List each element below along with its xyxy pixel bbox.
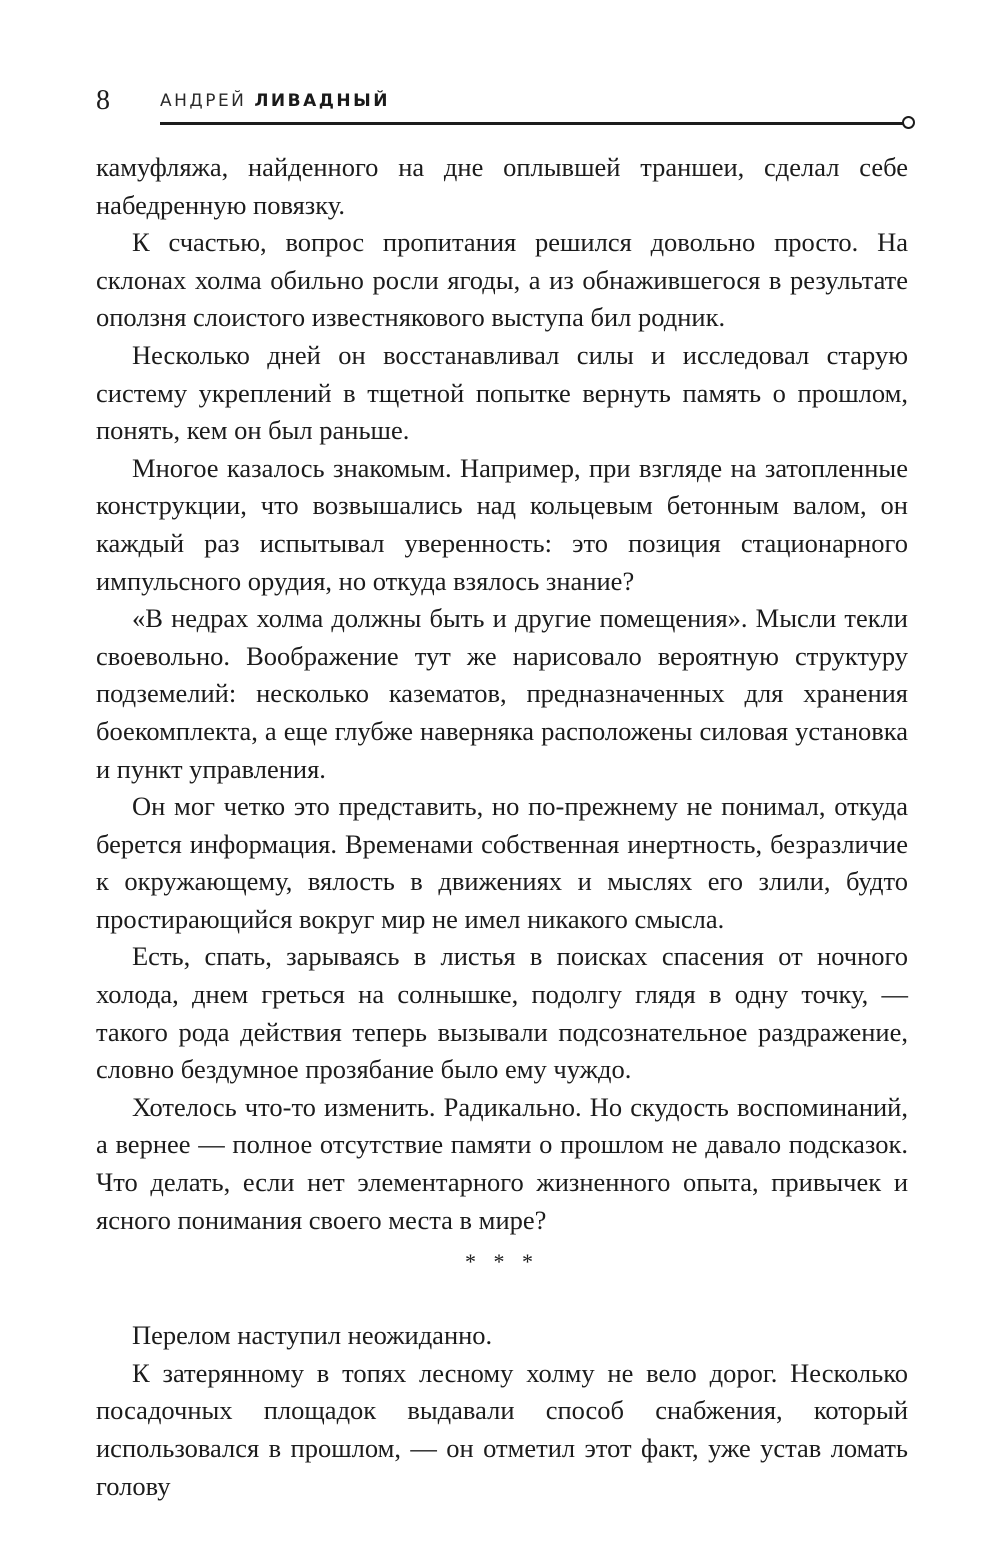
- paragraph: Перелом наступил неожиданно.: [132, 1320, 493, 1351]
- author-name: [160, 90, 390, 112]
- running-header: [96, 84, 916, 134]
- paragraph: Несколько дней он восстанавливал силы и исследовал старую систему укреплений в тщетной попытке вернуть память о прошлом, понять, кем он был раньше.: [96, 339, 908, 446]
- body-text: [96, 149, 908, 1505]
- paragraph: Есть, спать, зарываясь в листья в поисках спасения от ночного холода, днем греться на солнышке, подолгу глядя в одну точку, — такого рода действия теперь вызывали подсознательное раздражение, словно бездумное прозябание было ему чуждо.: [96, 941, 908, 1085]
- paragraph: камуфляжа, найденного на дне оплывшей траншеи, сделал себе набедренную повязку.: [96, 152, 908, 220]
- section-separator: * * *: [465, 1249, 539, 1275]
- author-first-name: АНДРЕЙ: [160, 91, 247, 111]
- author-last-name: ЛИВАДНЫЙ: [254, 91, 390, 111]
- rule-end-circle-icon: [902, 116, 915, 129]
- paragraph: «В недрах холма должны быть и другие помещения». Мысли текли своевольно. Воображение тут же нарисовало вероятную структуру подземелий: несколько казематов, предназначенных для хранения боекомплекта, а еще глубже наверняка расположены силовая установка и пункт управления.: [96, 603, 908, 784]
- paragraph: К счастью, вопрос пропитания решился довольно просто. На склонах холма обильно росли ягоды, а из обнажившегося в результате оползня слоистого известнякового выступа бил родник.: [96, 227, 908, 333]
- paragraph: К затерянному в топях лесному холму не вело дорог. Несколько посадочных площадок выдавали способ снабжения, который использовался в прошлом, — он отметил этот факт, уже устав ломать голову: [96, 1357, 908, 1501]
- paragraph: Хотелось что-то изменить. Радикально. Но скудость воспоминаний, а вернее — полное отсутствие памяти о прошлом не давало подсказок. Что делать, если нет элементарного жизненного опыта, привычек и ясного понимания своего места в мире?: [96, 1091, 908, 1235]
- paragraph: Многое казалось знакомым. Например, при взгляде на затопленные конструкции, что возвышались над кольцевым бетонным валом, он каждый раз испытывал уверенность: это позиция стационарного импульсного орудия, но откуда взялось знание?: [96, 452, 908, 596]
- header-rule: [160, 122, 904, 125]
- paragraph: Он мог четко это представить, но по-прежнему не понимал, откуда берется информация. Временами собственная инертность, безразличие к окружающему, вялость в движениях и мыслях его злили, будто простирающийся вокруг мир не имел никакого смысла.: [96, 791, 908, 934]
- page-number: 8: [96, 85, 110, 116]
